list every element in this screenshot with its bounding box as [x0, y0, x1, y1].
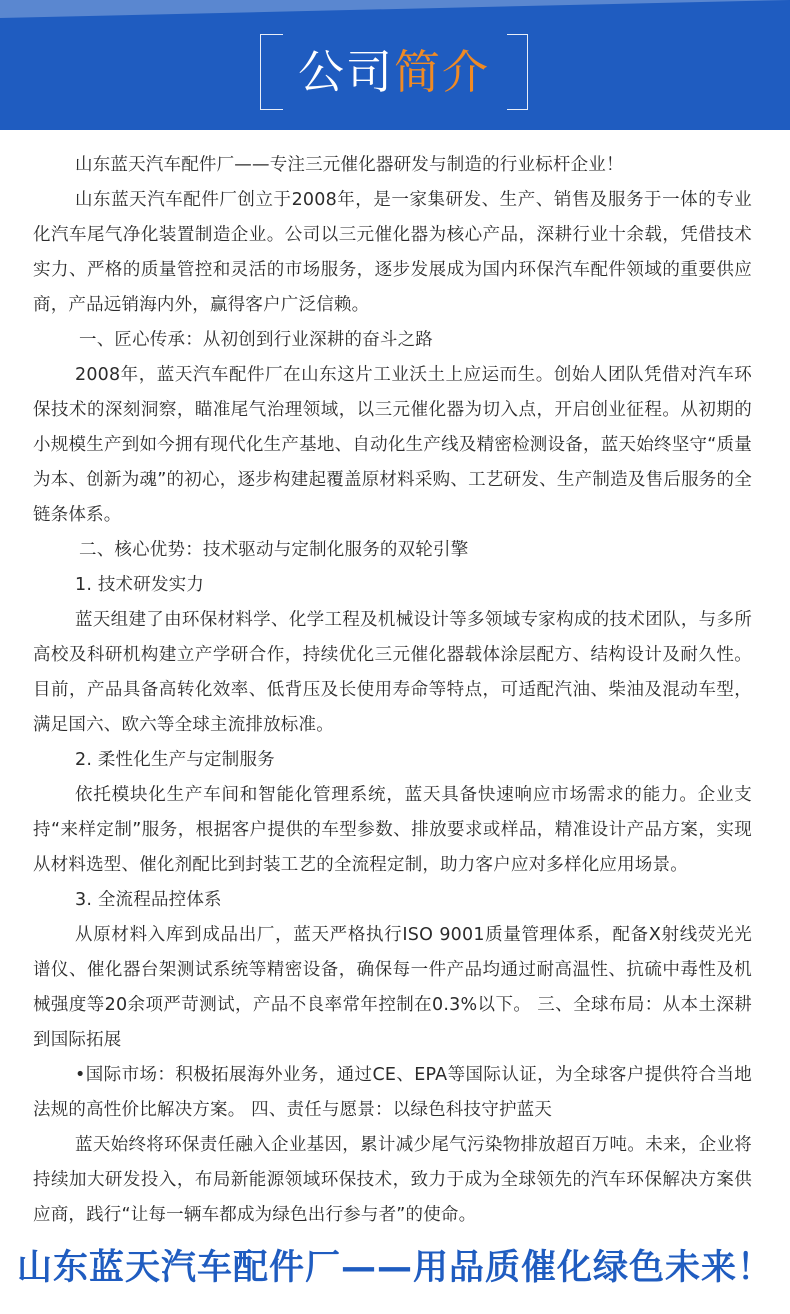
subheading-tech: 1. 技术研发实力	[75, 575, 205, 595]
section-1-paragraph: 2008年，蓝天汽车配件厂在山东这片工业沃土上应运而生。创始人团队凭借对汽车环保技术的深刻洞察，瞄准尾气治理领域，以三元催化器为切入点，开启创业征程。从初期的小规模生产到如今拥有现代化生产基地、自动化生产线及精密检测设备，蓝天始终坚守“质量为本、创新为魂”的初心，逐步构建起覆盖原材料采购、工艺研发、生产制造及售后服务的全链条体系。	[33, 365, 752, 525]
subheading-custom: 2. 柔性化生产与定制服务	[75, 750, 275, 770]
title-plain: 公司	[298, 45, 394, 99]
subheading-quality: 3. 全流程品控体系	[75, 890, 222, 910]
header-banner	[0, 0, 790, 130]
tech-paragraph: 蓝天组建了由环保材料学、化学工程及机械设计等多领域专家构成的技术团队，与多所高校及科研机构建立产学研合作，持续优化三元催化器载体涂层配方、结构设计及耐久性。目前，产品具备高转化效率、低背压及长使用寿命等特点，可适配汽油、柴油及混动车型，满足国六、欧六等全球主流排放标准。	[33, 610, 752, 735]
section-heading-1: 一、匠心传承：从初创到行业深耕的奋斗之路	[79, 330, 433, 350]
footer-slogan: 山东蓝天汽车配件厂——用品质催化绿色未来！	[16, 1248, 773, 1288]
title-accent: 简介	[394, 45, 490, 99]
intro-paragraph: 山东蓝天汽车配件厂创立于2008年，是一家集研发、生产、销售及服务于一体的专业化汽车尾气净化装置制造企业。公司以三元催化器为核心产品，深耕行业十余载，凭借技术实力、严格的质量管控和灵活的市场服务，逐步发展成为国内环保汽车配件领域的重要供应商，产品远销海内外，赢得客户广泛信赖。	[33, 190, 752, 315]
frame-gap-bottom	[283, 108, 507, 111]
title-frame	[260, 34, 528, 110]
article-body	[0, 130, 790, 1233]
vision-paragraph: 蓝天始终将环保责任融入企业基因，累计减少尾气污染物排放超百万吨。未来，企业将持续加大研发投入，布局新能源领域环保技术，致力于成为全球领先的汽车环保解决方案供应商，践行“让每一辆车都成为绿色出行参与者”的使命。	[33, 1135, 752, 1225]
section-heading-2: 二、核心优势：技术驱动与定制化服务的双轮引擎	[79, 540, 469, 560]
custom-paragraph: 依托模块化生产车间和智能化管理系统，蓝天具备快速响应市场需求的能力。企业支持“来样定制”服务，根据客户提供的车型参数、排放要求或样品，精准设计产品方案，实现从材料选型、催化剂配比到封装工艺的全流程定制，助力客户应对多样化应用场景。	[33, 785, 752, 875]
page-title	[261, 47, 527, 97]
intro-heading: 山东蓝天汽车配件厂——专注三元催化器研发与制造的行业标杆企业！	[75, 155, 624, 175]
frame-gap-top	[283, 33, 507, 36]
quality-paragraph: 从原材料入库到成品出厂，蓝天严格执行ISO 9001质量管理体系，配备X射线荧光光谱仪、催化器台架测试系统等精密设备，确保每一件产品均通过耐高温性、抗硫中毒性及机械强度等20余项严苛测试，产品不良率常年控制在0.3%以下。 三、全球布局：从本土深耕到国际拓展	[33, 925, 752, 1050]
international-paragraph: •国际市场：积极拓展海外业务，通过CE、EPA等国际认证，为全球客户提供符合当地法规的高性价比解决方案。 四、责任与愿景：以绿色科技守护蓝天	[33, 1065, 752, 1120]
